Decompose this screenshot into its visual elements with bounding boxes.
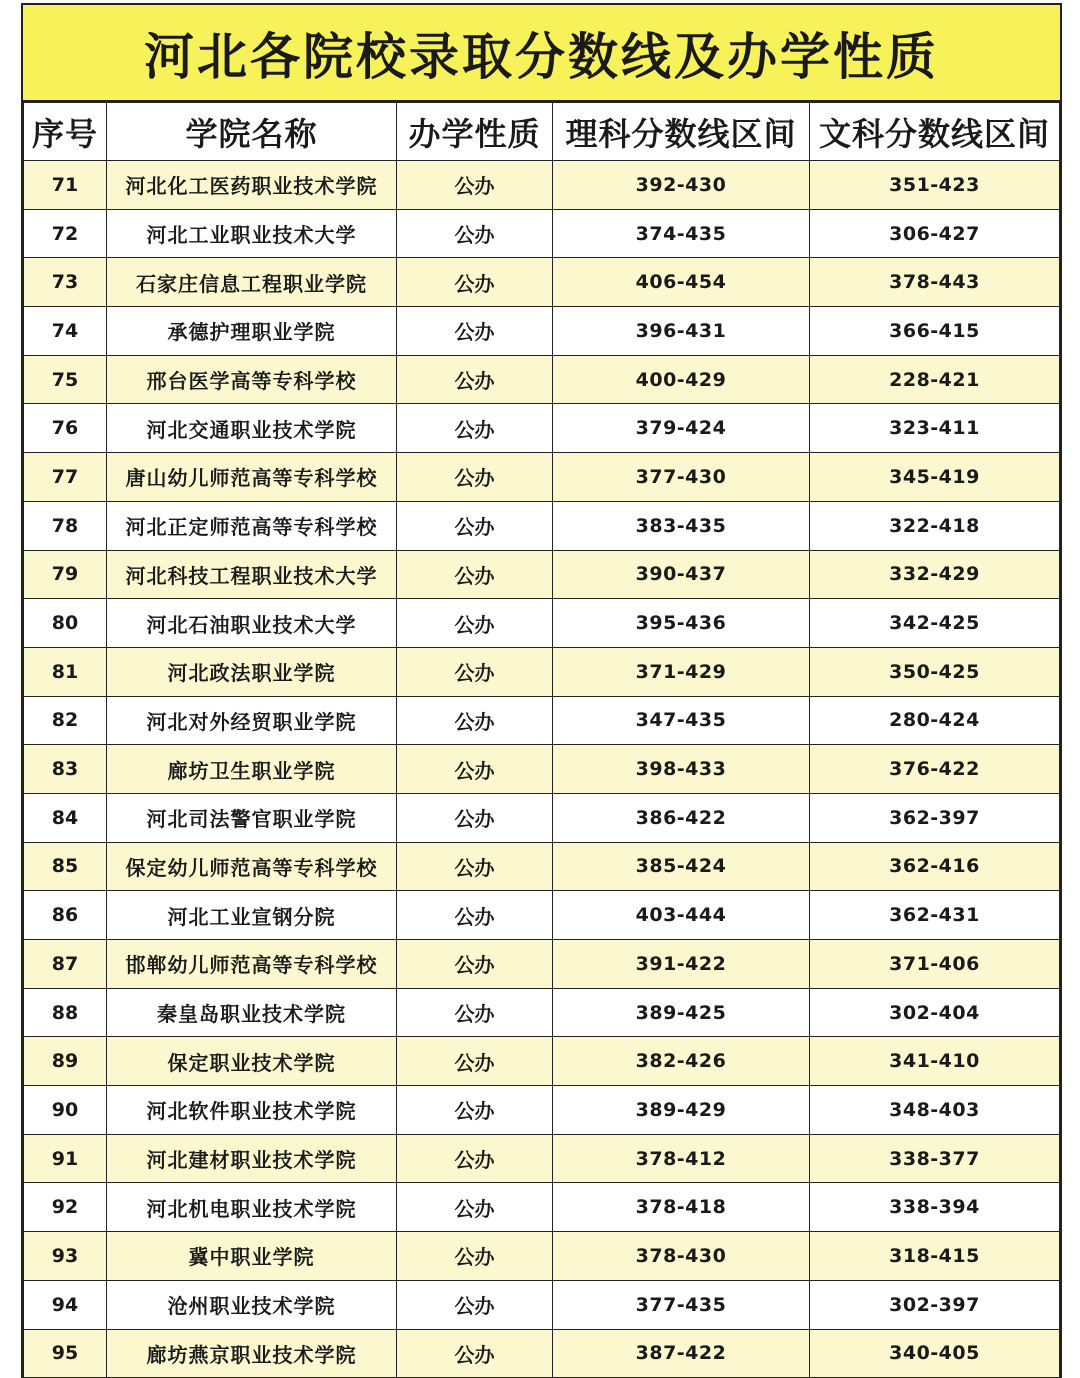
school-type-cell: 公办 <box>397 599 553 648</box>
science-score-range-cell: 378-418 <box>553 1183 810 1232</box>
page-title: 河北各院校录取分数线及办学性质 <box>23 5 1060 102</box>
school-type-cell: 公办 <box>397 209 553 258</box>
table-row <box>24 891 1060 940</box>
school-type-cell: 公办 <box>397 793 553 842</box>
school-name-cell: 廊坊卫生职业学院 <box>107 745 397 794</box>
table-row <box>24 1086 1060 1135</box>
school-name-cell: 廊坊燕京职业技术学院 <box>107 1329 397 1378</box>
science-score-range-cell: 389-429 <box>553 1086 810 1135</box>
school-type-cell: 公办 <box>397 453 553 502</box>
science-score-range-cell: 403-444 <box>553 891 810 940</box>
row-index-cell: 87 <box>24 940 107 989</box>
row-index-cell: 76 <box>24 404 107 453</box>
arts-score-range-cell: 378-443 <box>810 258 1060 307</box>
school-name-cell: 唐山幼儿师范高等专科学校 <box>107 453 397 502</box>
table-row <box>24 988 1060 1037</box>
row-index-cell: 75 <box>24 355 107 404</box>
arts-score-range-cell: 302-397 <box>810 1280 1060 1329</box>
school-type-cell: 公办 <box>397 940 553 989</box>
arts-score-range-cell: 371-406 <box>810 940 1060 989</box>
row-index-cell: 82 <box>24 696 107 745</box>
table-row <box>24 1134 1060 1183</box>
row-index-cell: 86 <box>24 891 107 940</box>
table-header-row <box>24 103 1060 161</box>
table-row <box>24 550 1060 599</box>
school-name-cell: 河北石油职业技术大学 <box>107 599 397 648</box>
arts-score-range-cell: 228-421 <box>810 355 1060 404</box>
table-row <box>24 1183 1060 1232</box>
science-score-range-cell: 379-424 <box>553 404 810 453</box>
school-name-cell: 河北政法职业学院 <box>107 647 397 696</box>
arts-score-range-cell: 280-424 <box>810 696 1060 745</box>
science-score-range-cell: 400-429 <box>553 355 810 404</box>
school-name-cell: 邯郸幼儿师范高等专科学校 <box>107 940 397 989</box>
school-type-cell: 公办 <box>397 891 553 940</box>
row-index-cell: 74 <box>24 307 107 356</box>
school-type-cell: 公办 <box>397 355 553 404</box>
school-type-cell: 公办 <box>397 1183 553 1232</box>
school-name-cell: 保定幼儿师范高等专科学校 <box>107 842 397 891</box>
arts-score-range-cell: 302-404 <box>810 988 1060 1037</box>
science-score-range-cell: 386-422 <box>553 793 810 842</box>
table-row <box>24 647 1060 696</box>
table-row <box>24 599 1060 648</box>
science-score-range-cell: 398-433 <box>553 745 810 794</box>
table-row <box>24 1280 1060 1329</box>
row-index-cell: 84 <box>24 793 107 842</box>
school-name-cell: 承德护理职业学院 <box>107 307 397 356</box>
arts-score-range-cell: 338-377 <box>810 1134 1060 1183</box>
row-index-cell: 81 <box>24 647 107 696</box>
school-name-cell: 沧州职业技术学院 <box>107 1280 397 1329</box>
science-score-range-cell: 406-454 <box>553 258 810 307</box>
arts-score-range-cell: 338-394 <box>810 1183 1060 1232</box>
arts-score-range-cell: 318-415 <box>810 1232 1060 1281</box>
school-type-cell: 公办 <box>397 988 553 1037</box>
school-name-cell: 河北软件职业技术学院 <box>107 1086 397 1135</box>
column-header-science-range: 理科分数线区间 <box>553 103 810 161</box>
school-name-cell: 河北工业职业技术大学 <box>107 209 397 258</box>
arts-score-range-cell: 306-427 <box>810 209 1060 258</box>
arts-score-range-cell: 340-405 <box>810 1329 1060 1378</box>
school-name-cell: 河北司法警官职业学院 <box>107 793 397 842</box>
arts-score-range-cell: 345-419 <box>810 453 1060 502</box>
table-row <box>24 209 1060 258</box>
school-name-cell: 河北对外经贸职业学院 <box>107 696 397 745</box>
row-index-cell: 94 <box>24 1280 107 1329</box>
school-name-cell: 河北科技工程职业技术大学 <box>107 550 397 599</box>
column-header-index: 序号 <box>24 103 107 161</box>
school-name-cell: 石家庄信息工程职业学院 <box>107 258 397 307</box>
score-table-sheet <box>21 3 1062 1378</box>
school-type-cell: 公办 <box>397 696 553 745</box>
table-row <box>24 745 1060 794</box>
arts-score-range-cell: 348-403 <box>810 1086 1060 1135</box>
row-index-cell: 89 <box>24 1037 107 1086</box>
science-score-range-cell: 391-422 <box>553 940 810 989</box>
school-type-cell: 公办 <box>397 1086 553 1135</box>
row-index-cell: 93 <box>24 1232 107 1281</box>
arts-score-range-cell: 366-415 <box>810 307 1060 356</box>
school-type-cell: 公办 <box>397 161 553 210</box>
school-type-cell: 公办 <box>397 647 553 696</box>
table-row <box>24 1329 1060 1378</box>
arts-score-range-cell: 362-416 <box>810 842 1060 891</box>
school-name-cell: 河北正定师范高等专科学校 <box>107 501 397 550</box>
science-score-range-cell: 377-435 <box>553 1280 810 1329</box>
science-score-range-cell: 382-426 <box>553 1037 810 1086</box>
table-row <box>24 793 1060 842</box>
school-name-cell: 河北工业宣钢分院 <box>107 891 397 940</box>
arts-score-range-cell: 342-425 <box>810 599 1060 648</box>
row-index-cell: 77 <box>24 453 107 502</box>
science-score-range-cell: 383-435 <box>553 501 810 550</box>
table-row <box>24 161 1060 210</box>
row-index-cell: 83 <box>24 745 107 794</box>
row-index-cell: 78 <box>24 501 107 550</box>
row-index-cell: 80 <box>24 599 107 648</box>
arts-score-range-cell: 362-397 <box>810 793 1060 842</box>
school-name-cell: 河北机电职业技术学院 <box>107 1183 397 1232</box>
science-score-range-cell: 347-435 <box>553 696 810 745</box>
school-type-cell: 公办 <box>397 1329 553 1378</box>
science-score-range-cell: 387-422 <box>553 1329 810 1378</box>
table-body <box>24 161 1060 1378</box>
row-index-cell: 95 <box>24 1329 107 1378</box>
row-index-cell: 72 <box>24 209 107 258</box>
table-row <box>24 258 1060 307</box>
row-index-cell: 91 <box>24 1134 107 1183</box>
science-score-range-cell: 374-435 <box>553 209 810 258</box>
table-row <box>24 501 1060 550</box>
arts-score-range-cell: 362-431 <box>810 891 1060 940</box>
school-type-cell: 公办 <box>397 1232 553 1281</box>
school-name-cell: 保定职业技术学院 <box>107 1037 397 1086</box>
column-header-arts-range: 文科分数线区间 <box>810 103 1060 161</box>
table-row <box>24 1037 1060 1086</box>
science-score-range-cell: 377-430 <box>553 453 810 502</box>
school-type-cell: 公办 <box>397 404 553 453</box>
arts-score-range-cell: 350-425 <box>810 647 1060 696</box>
table-row <box>24 1232 1060 1281</box>
science-score-range-cell: 378-430 <box>553 1232 810 1281</box>
school-name-cell: 邢台医学高等专科学校 <box>107 355 397 404</box>
table-row <box>24 307 1060 356</box>
row-index-cell: 85 <box>24 842 107 891</box>
column-header-school-name: 学院名称 <box>107 103 397 161</box>
arts-score-range-cell: 323-411 <box>810 404 1060 453</box>
arts-score-range-cell: 376-422 <box>810 745 1060 794</box>
science-score-range-cell: 396-431 <box>553 307 810 356</box>
row-index-cell: 90 <box>24 1086 107 1135</box>
school-name-cell: 河北建材职业技术学院 <box>107 1134 397 1183</box>
arts-score-range-cell: 341-410 <box>810 1037 1060 1086</box>
science-score-range-cell: 392-430 <box>553 161 810 210</box>
school-name-cell: 河北交通职业技术学院 <box>107 404 397 453</box>
school-type-cell: 公办 <box>397 307 553 356</box>
row-index-cell: 73 <box>24 258 107 307</box>
school-type-cell: 公办 <box>397 1037 553 1086</box>
arts-score-range-cell: 332-429 <box>810 550 1060 599</box>
science-score-range-cell: 371-429 <box>553 647 810 696</box>
table-row <box>24 696 1060 745</box>
science-score-range-cell: 390-437 <box>553 550 810 599</box>
school-name-cell: 秦皇岛职业技术学院 <box>107 988 397 1037</box>
row-index-cell: 92 <box>24 1183 107 1232</box>
row-index-cell: 71 <box>24 161 107 210</box>
science-score-range-cell: 385-424 <box>553 842 810 891</box>
school-type-cell: 公办 <box>397 842 553 891</box>
table-row <box>24 404 1060 453</box>
arts-score-range-cell: 351-423 <box>810 161 1060 210</box>
school-type-cell: 公办 <box>397 745 553 794</box>
table-row <box>24 940 1060 989</box>
column-header-school-type: 办学性质 <box>397 103 553 161</box>
science-score-range-cell: 378-412 <box>553 1134 810 1183</box>
school-type-cell: 公办 <box>397 1280 553 1329</box>
table-row <box>24 842 1060 891</box>
school-type-cell: 公办 <box>397 501 553 550</box>
row-index-cell: 79 <box>24 550 107 599</box>
science-score-range-cell: 395-436 <box>553 599 810 648</box>
school-name-cell: 河北化工医药职业技术学院 <box>107 161 397 210</box>
score-table <box>23 102 1060 1378</box>
school-name-cell: 冀中职业学院 <box>107 1232 397 1281</box>
school-type-cell: 公办 <box>397 550 553 599</box>
table-row <box>24 453 1060 502</box>
science-score-range-cell: 389-425 <box>553 988 810 1037</box>
school-type-cell: 公办 <box>397 1134 553 1183</box>
table-row <box>24 355 1060 404</box>
row-index-cell: 88 <box>24 988 107 1037</box>
arts-score-range-cell: 322-418 <box>810 501 1060 550</box>
school-type-cell: 公办 <box>397 258 553 307</box>
